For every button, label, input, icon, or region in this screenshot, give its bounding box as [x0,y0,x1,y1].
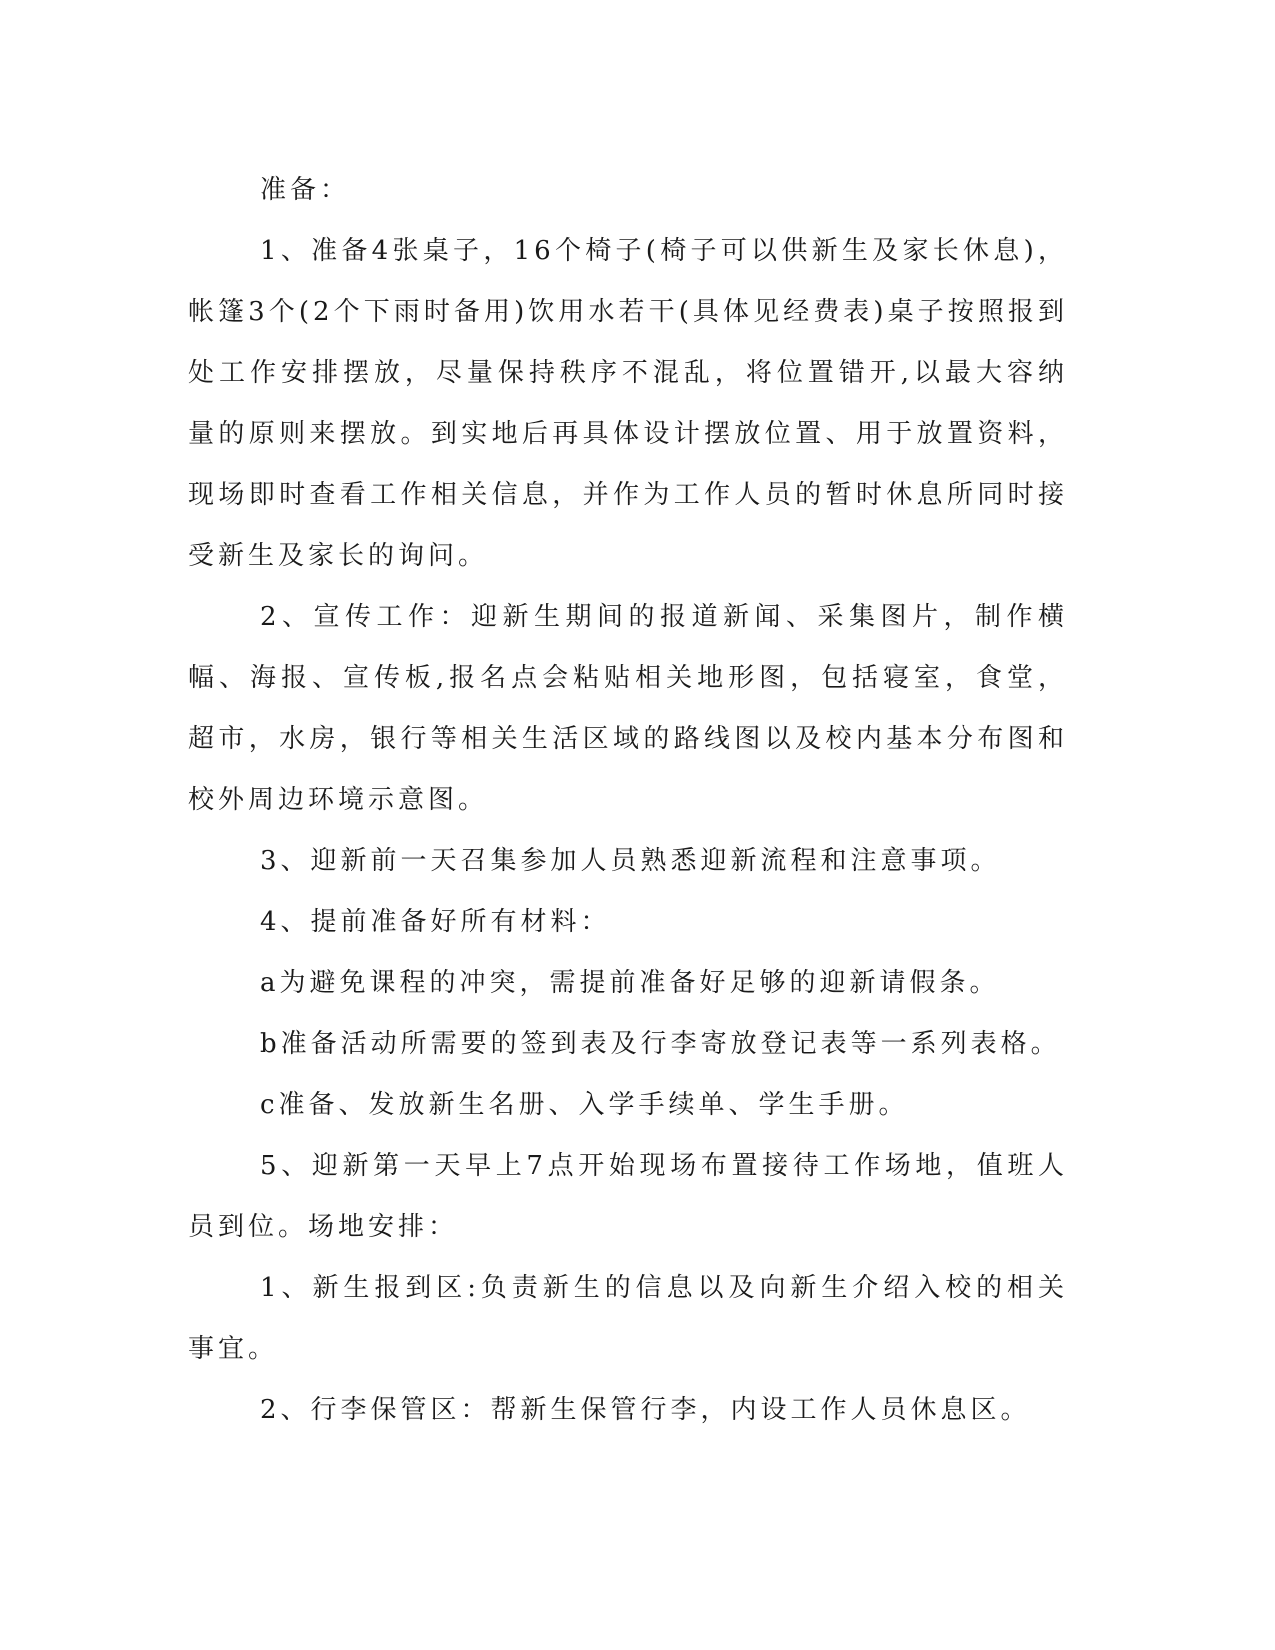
paragraph-area-1-registration: 1、新生报到区:负责新生的信息以及向新生介绍入校的相关事宜。 [188,1273,1068,1364]
paragraph-item-3-meeting: 3、迎新前一天召集参加人员熟悉迎新流程和注意事项。 [260,846,1001,876]
paragraph-area-2-luggage: 2、行李保管区：帮新生保管行李，内设工作人员休息区。 [260,1395,1031,1425]
paragraph-item-4c: c准备、发放新生名册、入学手续单、学生手册。 [260,1090,909,1120]
paragraph-item-4a: a为避免课程的冲突，需提前准备好足够的迎新请假条。 [260,968,1000,998]
paragraph-item-4-materials: 4、提前准备好所有材料： [260,907,611,937]
paragraph-item-1-tables: 1、准备4张桌子，16个椅子(椅子可以供新生及家长休息)，帐篷3个(2个下雨时备用)饮用水若干(具体见经费表)桌子按照报到处工作安排摆放，尽量保持秩序不混乱，将位置错开,以最大容纳量的原则来摆放。到实地后再具体设计摆放位置、用于放置资料，现场即时查看工作相关信息，并作为工作人员的暂时休息所同时接受新生及家长的询问。 [188,236,1068,571]
document-body [188,160,1068,1441]
paragraph-preparation-heading: 准备： [260,175,351,205]
paragraph-item-4b: b准备活动所需要的签到表及行李寄放登记表等一系列表格。 [260,1029,1061,1059]
paragraph-item-5-first-day: 5、迎新第一天早上7点开始现场布置接待工作场地，值班人员到位。场地安排： [188,1151,1068,1242]
paragraph-item-2-publicity: 2、宣传工作：迎新生期间的报道新闻、采集图片，制作横幅、海报、宣传板,报名点会粘贴相关地形图，包括寝室，食堂，超市，水房，银行等相关生活区域的路线图以及校内基本分布图和校外周边环境示意图。 [188,602,1068,815]
